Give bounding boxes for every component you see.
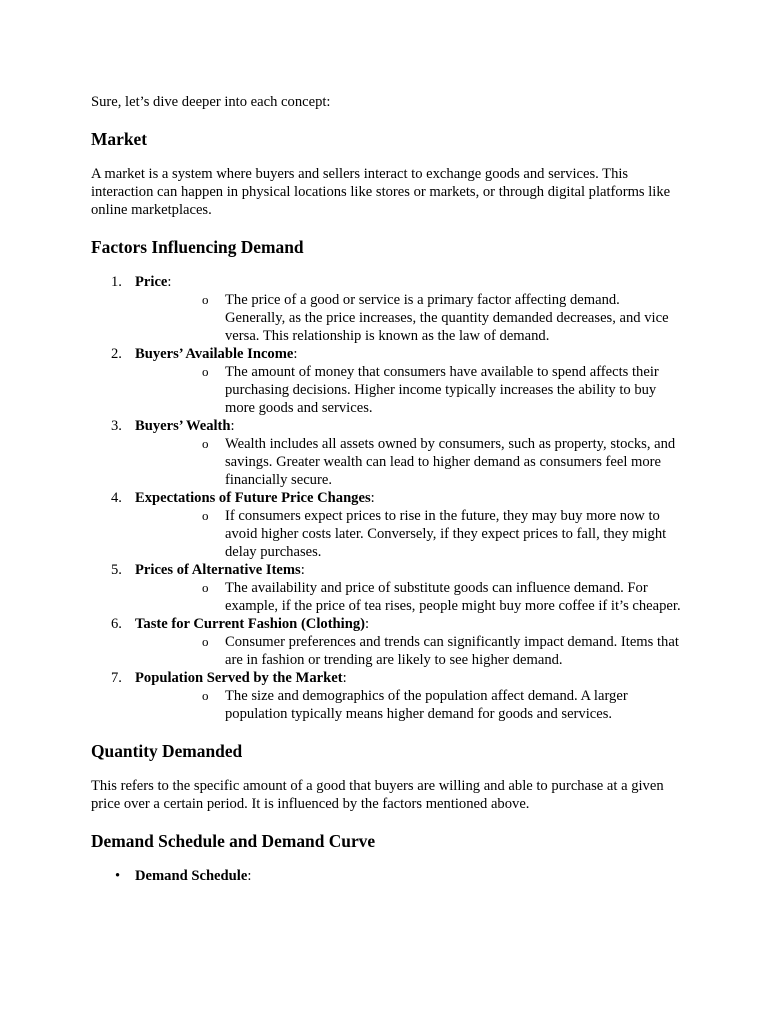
circle-bullet-icon: o [202, 508, 209, 523]
factor-title: Population Served by the Market [135, 670, 343, 686]
bullet-dot-icon: • [115, 868, 121, 884]
circle-bullet-icon: o [202, 634, 209, 649]
factor-detail-text: The price of a good or service is a primary factor affecting demand. Generally, as the price increases, the quantity demanded decreases, and vice versa. This relationship is known as the law of demand. [225, 292, 669, 344]
factors-heading: Factors Influencing Demand [91, 237, 304, 257]
factor-number: 2. [111, 346, 122, 362]
factor-number: 5. [111, 562, 122, 578]
factor-title: Taste for Current Fashion (Clothing) [135, 616, 366, 632]
factor-item [91, 669, 681, 723]
factor-detail [135, 363, 681, 417]
factor-detail-text: Wealth includes all assets owned by consumers, such as property, stocks, and savings. Greater wealth can lead to higher demand as consumers feel more financially secure. [225, 436, 676, 488]
factor-sublist [135, 687, 681, 723]
factor-detail [135, 633, 681, 669]
factor-title: Buyers’ Wealth [135, 418, 231, 434]
factor-sublist [135, 363, 681, 417]
factor-title: Price [135, 274, 168, 290]
schedule-item-title: Demand Schedule [135, 868, 248, 884]
factor-number: 4. [111, 490, 122, 506]
factor-item [91, 345, 681, 417]
schedule-item [91, 867, 681, 885]
factor-number: 3. [111, 418, 122, 434]
factor-item [91, 561, 681, 615]
circle-bullet-icon: o [202, 364, 209, 379]
circle-bullet-icon: o [202, 292, 209, 307]
factor-detail [135, 435, 681, 489]
factors-list [91, 273, 681, 723]
factor-title: Prices of Alternative Items [135, 562, 301, 578]
factor-colon: : [293, 346, 298, 362]
circle-bullet-icon: o [202, 436, 209, 451]
circle-bullet-icon: o [202, 580, 209, 595]
factor-detail-text: The amount of money that consumers have available to spend affects their purchasing decisions. Higher income typically increases the ability to buy more goods and services. [225, 364, 659, 416]
schedule-heading: Demand Schedule and Demand Curve [91, 831, 376, 851]
factor-detail [135, 687, 681, 723]
factor-number: 1. [111, 274, 122, 290]
factor-sublist [135, 291, 681, 345]
factor-detail [135, 291, 681, 345]
factor-title: Buyers’ Available Income [135, 346, 294, 362]
factor-detail-text: If consumers expect prices to rise in the future, they may buy more now to avoid higher costs later. Conversely, if they expect prices to fall, they might delay purchases. [225, 508, 667, 560]
market-heading: Market [91, 129, 148, 149]
intro-text: Sure, let’s dive deeper into each concept: [91, 94, 331, 110]
factor-item [91, 489, 681, 561]
document-page [91, 93, 681, 885]
factor-detail-text: Consumer preferences and trends can significantly impact demand. Items that are in fashion or trending are likely to see higher demand. [225, 634, 679, 668]
factor-detail [135, 507, 681, 561]
factor-colon: : [342, 670, 347, 686]
factor-colon: : [370, 490, 375, 506]
factor-detail-text: The size and demographics of the population affect demand. A larger population typically means higher demand for goods and services. [225, 688, 628, 722]
quantity-heading: Quantity Demanded [91, 741, 243, 761]
factor-sublist [135, 579, 681, 615]
factor-colon: : [167, 274, 172, 290]
factor-sublist [135, 633, 681, 669]
factor-sublist [135, 507, 681, 561]
factor-number: 6. [111, 616, 122, 632]
factor-sublist [135, 435, 681, 489]
factor-title: Expectations of Future Price Changes [135, 490, 371, 506]
schedule-item-colon: : [247, 868, 252, 884]
factor-detail [135, 579, 681, 615]
factor-number: 7. [111, 670, 122, 686]
factor-item [91, 273, 681, 345]
factor-colon: : [300, 562, 305, 578]
factor-detail-text: The availability and price of substitute goods can influence demand. For example, if the price of tea rises, people might buy more coffee if it’s cheaper. [225, 580, 681, 614]
market-paragraph: A market is a system where buyers and sellers interact to exchange goods and services. This interaction can happen in physical locations like stores or markets, or through digital platforms like online marketplaces. [91, 166, 671, 218]
factor-item [91, 615, 681, 669]
circle-bullet-icon: o [202, 688, 209, 703]
factor-item [91, 417, 681, 489]
factor-colon: : [365, 616, 370, 632]
schedule-list [91, 867, 681, 885]
factor-colon: : [230, 418, 235, 434]
quantity-paragraph: This refers to the specific amount of a good that buyers are willing and able to purchase at a given price over a certain period. It is influenced by the factors mentioned above. [91, 778, 664, 812]
